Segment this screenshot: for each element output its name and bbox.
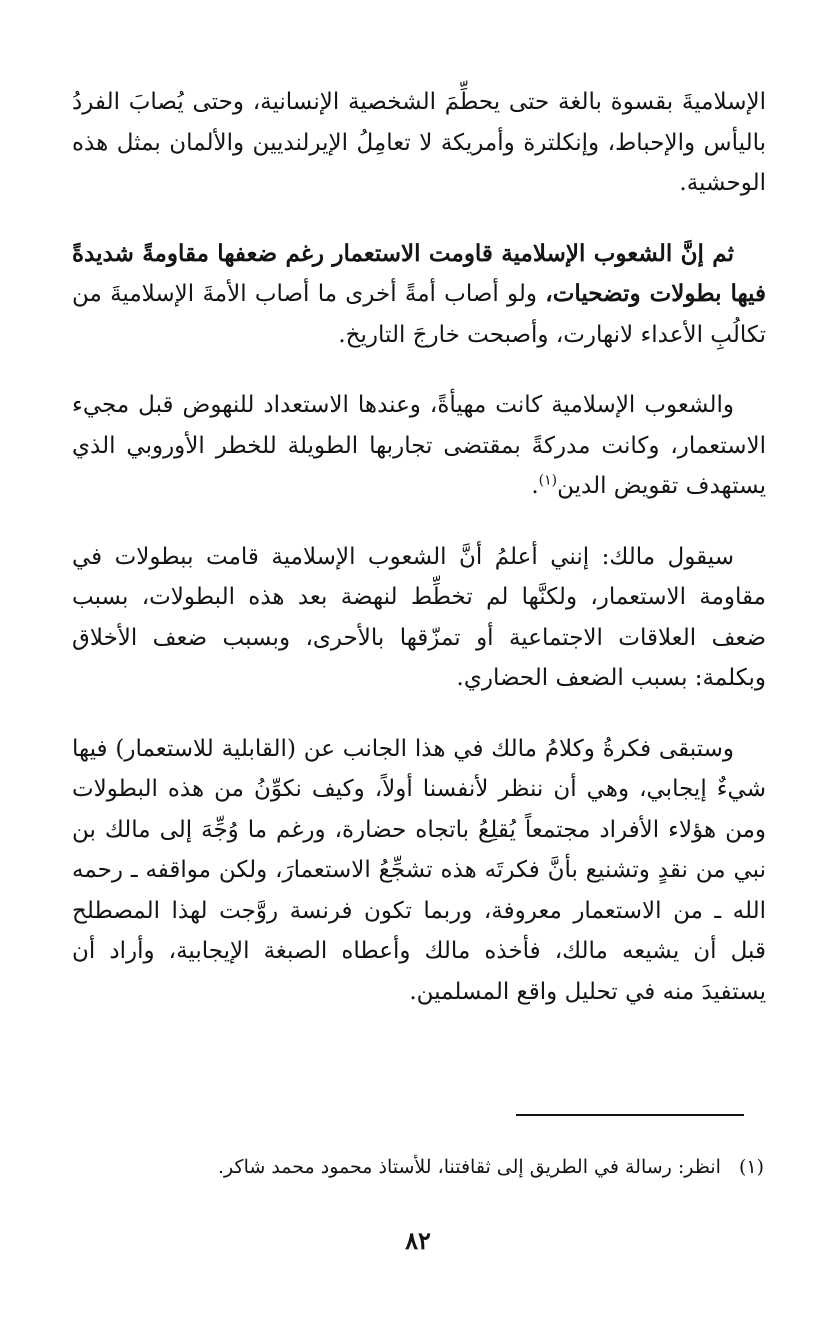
footnote-marker: (١) bbox=[738, 1156, 764, 1178]
footnote-divider bbox=[516, 1114, 744, 1116]
paragraph-5-text: وستبقى فكرةُ وكلامُ مالك في هذا الجانب عن (القابلية للاستعمار) فيها شيءٌ إيجابي، وهي أن ننظر لأنفسنا أولاً، وكيف نكوِّنُ من هذه البطولات ومن هؤلاء الأفراد مجتمعاً يُقلِعُ باتجاه حضارة، ورغم ما وُجِّهَ إلى مالك بن نبي من نقدٍ وتشنيع بأنَّ فكرتَه هذه تشجِّعُ الاستعمارَ، ولكن مواقفه ـ رحمه الله ـ من الاستعمار معروفة، وربما تكون فرنسة روَّجت لهذا المصطلح قبل أن يشيعه مالك، فأخذه مالك وأعطاه الصبغة الإيجابية، وأراد أن يستفيدَ منه في تحليل واقع المسلمين. bbox=[72, 735, 766, 1005]
body-text bbox=[72, 82, 766, 1042]
paragraph-4 bbox=[72, 537, 766, 699]
paragraph-1 bbox=[72, 82, 766, 204]
paragraph-2 bbox=[72, 234, 766, 356]
paragraph-3-tail: . bbox=[531, 473, 539, 499]
paragraph-5 bbox=[72, 729, 766, 1013]
paragraph-2-text: ولو أصاب أمةً أخرى ما أصاب الأمةَ الإسلاميةَ من تكالُبِ الأعداء لانهارت، وأصبحت خارجَ التاريخ. bbox=[72, 281, 766, 348]
paragraph-4-text: سيقول مالك: إنني أعلمُ أنَّ الشعوب الإسلامية قامت ببطولات في مقاومة الاستعمار، ولكنَّها لم تخطِّط لنهضة بعد هذه البطولات، بسبب ضعف العلاقات الاجتماعية أو تمزّقها بالأحرى، وبسبب ضعف الأخلاق وبكلمة: بسبب الضعف الحضاري. bbox=[72, 543, 766, 691]
footnote-text: انظر: رسالة في الطريق إلى ثقافتنا، للأستاذ محمود محمد شاكر. bbox=[218, 1156, 721, 1178]
footnote bbox=[72, 1150, 764, 1184]
footnote-reference[interactable]: (١) bbox=[538, 472, 558, 489]
paragraph-3-text: والشعوب الإسلامية كانت مهيأةً، وعندها الاستعداد للنهوض قبل مجيء الاستعمار، وكانت مدركةً بمقتضى تجاربها الطويلة للخطر الأوروبي الذي يستهدف تقويض الدين bbox=[72, 392, 766, 499]
paragraph-3 bbox=[72, 385, 766, 507]
paragraph-2-bold-lead: ثم إنَّ الشعوب الإسلامية قاومت الاستعمار رغم ضعفها مقاومةً شديدةً فيها بطولات وتضحيات، bbox=[72, 239, 766, 307]
paragraph-1-text: الإسلاميةَ بقسوة بالغة حتى يحطِّمَ الشخصية الإنسانية، وحتى يُصابَ الفردُ باليأس والإحباط، وإنكلترة وأمريكة لا تعامِلُ الإيرلنديين والألمان بمثل هذه الوحشية. bbox=[72, 89, 766, 196]
page-number: ٨٢ bbox=[405, 1226, 431, 1255]
